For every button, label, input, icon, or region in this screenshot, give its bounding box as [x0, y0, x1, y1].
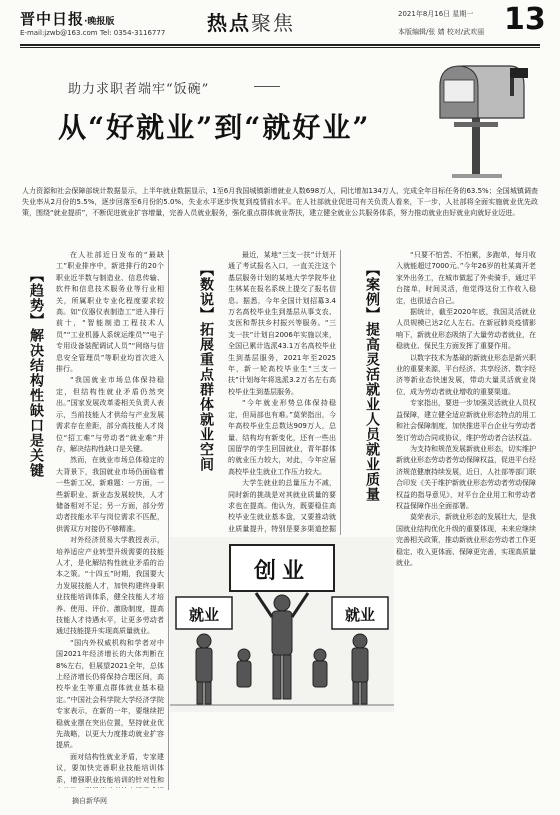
contact-line: E-mail:jzwb@163.com Tel: 0354-3116777	[20, 29, 166, 37]
section-heading: 拓展重点群体就业空间	[198, 322, 214, 472]
left-sign-text: 就业	[188, 606, 220, 624]
body-paragraph: 对外经济贸易大学教授表示，培养适应产业转型升级需要的技能人才，是化解结构性就业矛盾的治本之策。“十四五”时期，我国要大力发展技能人才，加快构建终身职业技能培训体系，健全技能人才培养、使用、评价、激励制度，提高技能人才待遇水平，让更多劳动者通过技能提升实现高质量就业。	[56, 536, 164, 636]
section-heading: 解决结构性缺口是关键	[28, 328, 44, 478]
masthead-rule	[20, 44, 540, 46]
article-column-trend	[56, 250, 164, 788]
body-paragraph: 专家指出，要进一步加强灵活就业人员权益保障，建立健全适应新就业形态特点的用工和社会保障制度，加快推进平台企业与劳动者签订劳动合同或协议，维护劳动者合法权益。	[396, 399, 536, 442]
column-divider	[168, 250, 169, 790]
body-paragraph: 然而，在就业市场总体稳定的大背景下，我国就业市场仍面临着一些新工况、新难题：一方面，一些新职业、新业态发展较快，人才储备相对不足；另一方面，部分劳动者技能水平与岗位需求不匹配，供需双方对接仍不够精准。	[56, 456, 164, 533]
body-paragraph: 莫荣表示，新就业形态的发展壮大，是我国就业结构优化升级的重要体现，未来应继续完善相关政策，推动新就业形态劳动者工作更稳定、收入更体面、保障更完善，实现高质量就业。	[396, 513, 536, 567]
section-tag: 【趋势】	[28, 268, 44, 328]
newspaper-logo	[20, 8, 114, 29]
section-tag: 【案例】	[364, 262, 380, 322]
body-paragraph: 在人社部近日发布的“最缺工”职业排序中，新进排行的20个职业近半数与制造业、信息传输、软件和信息技术服务业等行业相关，所属职业专业化程度要求较高。如“仪器仪表制造工”进入排行前十，“智能制造工程技术人员”“工业机器人系统运维员”“电子专用设备装配调试人员”“网络与信息安全管理员”等职业均首次进入排行。	[56, 251, 164, 374]
column-divider	[340, 250, 341, 535]
main-headline: 从“好就业”到“就好业”	[58, 111, 371, 144]
mailbox-illustration	[424, 56, 536, 180]
section-name	[207, 7, 295, 36]
masthead-rule-thin	[20, 47, 540, 48]
body-paragraph: “我国就业市场总体保持稳定，但结构性就业矛盾仍然突出。”国家发展改革委相关负责人表示，当前技能人才供给与产业发展需求存在差距，部分高技能人才岗位“招工难”与劳动者“就业难”并存，解决结构性缺口是关键。	[56, 376, 164, 453]
page-number: 13	[504, 2, 546, 37]
body-paragraph: 据统计，截至2020年底，我国灵活就业人员规模已达2亿人左右。在新冠肺炎疫情影响下，新就业形态吸纳了大量劳动者就业，在稳就业、保民生方面发挥了重要作用。	[396, 308, 536, 351]
section-title-case	[364, 262, 380, 502]
article-column-data	[228, 250, 336, 533]
body-paragraph: “国内外权威机构和学者对中国2021年经济增长的大体判断在8%左右，但展望2021全年，总体上经济增长仍将保持合理区间，高校毕业生等重点群体就业基本稳定。”中国社会科学院大学经济学院专家表示，在新的一年，要继续把稳就业摆在突出位置，坚持就业优先战略，以更大力度推动就业扩容提质。	[56, 638, 164, 750]
logo-text: 晋中日报	[20, 10, 85, 28]
kicker-title: 助力求职者端牢“饭碗”	[68, 82, 210, 97]
right-sign-text: 就业	[344, 606, 376, 624]
lead-paragraph: 人力资源和社会保障部统计数据显示，上半年就业数据显示，1至6月我国城镇新增就业人数698万人，同比增加134万人，完成全年目标任务的63.5%；全国城镇调查失业率从2月份的5.5%，逐步回落至6月份的5.0%，失业水平逐步恢复到疫情前水平。在人社部就业促进司有关负责人看来，下一步，人社部将全面实施就业优先政策，围绕“就业提质”，不断促进就业扩容增量，完善人员就业服务，强化重点群体就业帮扶，建立健全就业公共服务体系，努力推动就业由好就业向就好业迈进。	[22, 187, 538, 217]
issue-date: 2021年8月16日 星期一	[398, 10, 474, 18]
section-heading: 提高灵活就业人员就业质量	[364, 322, 380, 502]
kicker-rule	[254, 86, 280, 87]
body-paragraph: 以数字技术为基础的新就业形态是新兴职业的重要来源，平台经济、共享经济、数字经济等新业态快速发展，带动大量灵活就业岗位，成为劳动者就业增收的重要渠道。	[396, 353, 536, 396]
section-title-data	[198, 262, 214, 472]
source-credit: 摘自新华网	[72, 797, 107, 805]
body-paragraph: 最近，某地“三支一扶”计划开通了考试报名入口，一直关注这个基层服务计划的某地大学学院毕业生林某在报名系统上提交了报名信息。据悉，今年全国计划招募3.4万名高校毕业生到基层从事支农、支医和帮扶乡村振兴等服务。“三支一扶”计划自2006年实施以来，全国已累计选派43.1万名高校毕业生到基层服务，2021年至2025年，新一轮高校毕业生“三支一扶”计划每年将选派3.2万名左右高校毕业生到基层服务。	[228, 251, 336, 396]
editor-credits: 本版编辑/张 婧 校对/武欢丽	[398, 28, 485, 36]
logo-subtitle: ·晚报版	[84, 17, 115, 27]
body-paragraph: “只要不怕苦、不怕累，多跑单，每月收入就能超过7000元。”今年26岁的杜某离开老家外出务工，在城市做起了外卖骑手，通过平台接单，时间灵活，他觉得这份工作收入稳定，也很适合自己。	[396, 251, 536, 305]
masthead	[0, 0, 560, 46]
body-paragraph: “今年就业形势总体保持稳定，但局部也有难。”莫荣指出，今年高校毕业生总数达909万人，总量、结构均有新变化，还有一些出国留学的学生回国就业，青年群体的就业压力较大，对此，今年应届高校毕业生就业工作压力较大。	[228, 399, 336, 476]
section-light: 聚焦	[251, 11, 295, 35]
body-paragraph: 大学生就业的总量压力不减，同时新的挑战是对其就业质量的要求也在提高。他认为，既要稳住高校毕业生就业基本盘，又要推动就业质量提升，特别是要多渠道挖掘	[228, 479, 336, 533]
body-paragraph: 面对结构性就业矛盾，专家建议，要加快完善职业技能培训体系，增强职业技能培训的针对性和	[56, 752, 164, 784]
section-bold: 热点	[207, 11, 251, 35]
employment-illustration	[170, 537, 394, 712]
body-paragraph: 为支持和规范发展新就业形态，切实维护新就业形态劳动者劳动保障权益，促进平台经济规范健康持续发展，近日，人社部等部门联合印发《关于维护新就业形态劳动者劳动保障权益的指导意见》，对平台企业用工和劳动者权益保障作出全面部署。	[396, 444, 536, 510]
section-title-trend	[28, 268, 44, 478]
center-sign-text: 创业	[253, 558, 311, 584]
article-column-case	[396, 250, 536, 788]
section-tag: 【数说】	[198, 262, 214, 322]
